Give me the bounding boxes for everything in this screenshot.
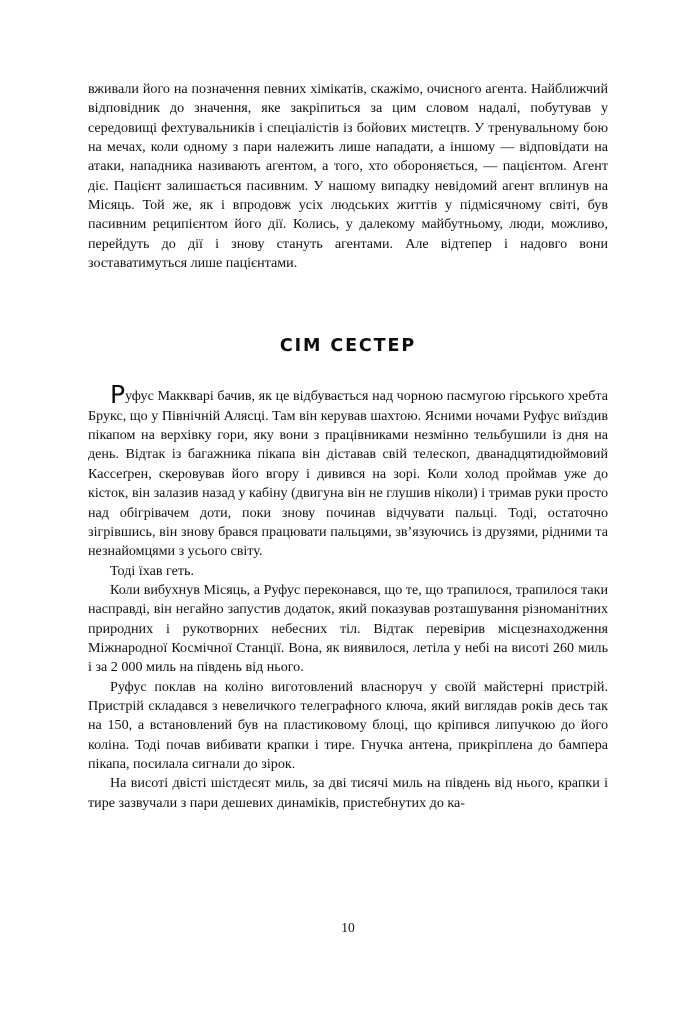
chapter-paragraph-3: Коли вибухнув Місяць, а Руфус переконався, що те, що трапилося, трапилося таки насправді, він негайно запустив додаток, який показував розташування різноманітних природних і рукотворних небесних тіл. Відтак перевірив місцезнаходження Міжнародної Космічної Станції. Вона, як виявилося, летіла у небі на висоті 260 миль і за 2 000 миль на південь від нього. <box>88 581 608 676</box>
opening-paragraph: вживали його на позначення певних хімікатів, скажімо, очисного агента. Найближчий відповідник до значення, яке закріпиться за цим словом надалі, побутував у середовищі фехтувальників і спеціалістів із бойових мистецтв. У тренувальному бою на мечах, коли одному з пари належить лише нападати, а іншому — відповідати на атаки, нападника називають агентом, а того, хто обороняється, — пацієнтом. Агент діє. Пацієнт залишається пасивним. У нашому випадку невідомий агент вплинув на Місяць. Той же, як і впродовж усіх людських життів у підмісячному світі, був пасивним реципієнтом його дії. Колись, у далекому майбутньому, люди, можливо, перейдуть до дії і знову стануть агентами. Але відтепер і надовго вони зоставатимуться лише пацієнтами. <box>88 81 608 272</box>
chapter-first-paragraph-text: уфус Макквapі бачив, як це відбувається над чорною пасмугою гірського хребта Брукс, що у Північній Алясці. Там він керував шахтою. Ясними ночами Руфус виїздив пікапом на верхівку гори, яку вони з працівниками незмінно тельбушили із дня на день. Відтак із багажника пікапа він діставав свій телескоп, дванадцятидюймовий Кассеґрен, скеровував його вгору і дивився на зорі. Коли холод проймав уже до кісток, він залазив назад у кабіну (двигуна він не глушив ніколи) і тримав руки просто над обігрівачем доти, поки знову починав відчувати пальці. Тоді, остаточно зігрівшись, він знову брався працювати пальцями, зв’язуючись із друзями, рідними та незнайомцями з усього світу. <box>88 388 608 560</box>
chapter-paragraph-2: Тоді їхав геть. <box>110 562 194 579</box>
drop-cap-letter: Р <box>110 380 126 410</box>
page-text-block <box>88 80 608 813</box>
chapter-paragraph-5: На висоті двісті шістдесят миль, за дві тисячі миль на південь від нього, крапки і тире зазвучали з пари дешевих динаміків, пристебнутих до ка- <box>88 775 608 811</box>
chapter-paragraph-4: Руфус поклав на коліно виготовлений власноруч у своїй майстерні пристрій. Пристрій складався з невеличкого телеграфного ключа, який виглядав років десь так на 150, а встановлений був на пластиковому блоці, що кріпився липучкою до його коліна. Тоді почав вибивати крапки і тире. Гнучка антена, прикріплена до бампера пікапа, посилала сигнали до зірок. <box>88 678 608 772</box>
chapter-first-paragraph <box>88 380 608 561</box>
page-number: 10 <box>341 920 355 935</box>
chapter-title: СІМ СЕСТЕР <box>279 336 417 357</box>
